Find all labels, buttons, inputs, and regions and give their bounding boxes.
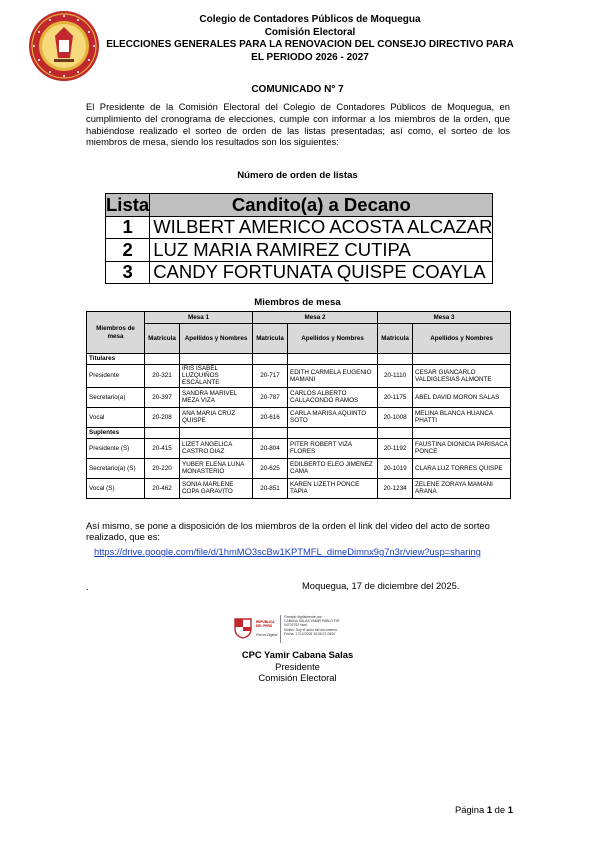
signature-detail: Firmado digitalmente por: [284, 615, 323, 619]
digital-signature-block [233, 615, 373, 645]
signature-detail: Fecha: 17/12/2025 15:55:07-0500 [284, 631, 336, 636]
cargo: Secretario(a) [87, 387, 145, 407]
mesa-1-header: Mesa 1 [145, 312, 253, 324]
peru-shield-icon [233, 617, 253, 639]
comunicado-title: COMUNICADO N° 7 [251, 84, 344, 95]
nombre: SANDRA MARIVEL MEZA VIZA [180, 387, 253, 407]
table-row [87, 478, 511, 498]
nombre: CARLA MARISA AQUINTO SOTO [288, 407, 378, 427]
matricula: 20-321 [145, 365, 180, 388]
nombre: CESAR GIANCARLO VALDIGLESIAS ALMONTE [413, 365, 511, 388]
matricula: 20-415 [145, 438, 180, 458]
col-matricula: Matricula [145, 324, 180, 354]
signature-details [284, 615, 379, 636]
matricula: 20-397 [145, 387, 180, 407]
page-current: 1 [486, 804, 493, 815]
republica-label [256, 621, 275, 628]
table-row [87, 407, 511, 427]
nombre: YUBER ELENA LUNA MONASTERIO [180, 458, 253, 478]
mesa-title: Miembros de mesa [254, 297, 341, 308]
header-line-1: Colegio de Contadores Públicos de Moquegua [199, 14, 421, 25]
video-link[interactable]: https://drive.google.com/file/d/1hmMO3scBw1KPTMFL_dimeDimnx9g7n3r/view?usp=sharing [94, 546, 481, 557]
lista-candidate: LUZ MARIA RAMIREZ CUTIPA [150, 239, 493, 262]
signer-block [0, 649, 595, 684]
lista-number: 2 [106, 239, 150, 262]
nombre: LIZET ANGELICA CASTRO DIAZ [180, 438, 253, 458]
nombre: SONIA MARLENE COPA GARAVITO [180, 478, 253, 498]
matricula: 20-616 [253, 407, 288, 427]
matricula: 20-462 [145, 478, 180, 498]
nombre: CLARA LUZ TORRES QUISPE [413, 458, 511, 478]
firma-digital-label: Firma Digital [256, 633, 278, 637]
matricula: 20-717 [253, 365, 288, 388]
mesa-table [86, 311, 511, 499]
signature-divider [280, 615, 281, 643]
document-header [100, 14, 520, 64]
col-apellidos: Apellidos y Nombres [413, 324, 511, 354]
section-suplentes: Suplentes [87, 427, 145, 438]
signature-detail: Motivo: Soy el autor del documento [284, 627, 338, 632]
republica-line-2: DEL PERÚ [256, 623, 273, 628]
header-line-3: ELECCIONES GENERALES PARA LA RENOVACION DEL CONSEJO DIRECTIVO PARA [106, 39, 514, 50]
nombre: ANA MARIA CRUZ QUISPE [180, 407, 253, 427]
lista-row [106, 261, 493, 284]
cargo: Secretario(a) (S) [87, 458, 145, 478]
table-row [87, 365, 511, 388]
nombre: KAREN LIZETH PONCE TAPIA [288, 478, 378, 498]
signer-org: Comisión Electoral [258, 672, 337, 684]
nombre: ZELENE ZORAYA MAMANI ARANA [413, 478, 511, 498]
mesa-col-miembros: Miembros de mesa [87, 312, 145, 354]
nombre: EDILBERTO ELEO JIMENEZ CAMA [288, 458, 378, 478]
cargo: Vocal [87, 407, 145, 427]
signer-name: CPC Yamir Cabana Salas [241, 649, 354, 660]
matricula: 20-208 [145, 407, 180, 427]
header-line-2: Comisión Electoral [264, 26, 356, 38]
listas-col-candidato: Candito(a) a Decano [150, 194, 493, 217]
mesa-2-header: Mesa 2 [253, 312, 378, 324]
nombre: FAUSTINA DIONICIA PARISACA PONCE [413, 438, 511, 458]
matricula: 20-851 [253, 478, 288, 498]
nombre: EDITH CARMELA EUGENIO MAMANI [288, 365, 378, 388]
cargo: Presidente [87, 365, 145, 388]
matricula: 20-1019 [378, 458, 413, 478]
col-matricula: Matricula [253, 324, 288, 354]
cargo: Vocal (S) [87, 478, 145, 498]
table-row [87, 387, 511, 407]
nombre: MELINA BLANCA HUANCA PHATTI [413, 407, 511, 427]
page-label: Página [455, 804, 485, 815]
lista-number: 1 [106, 216, 150, 239]
matricula: 20-804 [253, 438, 288, 458]
matricula: 20-220 [145, 458, 180, 478]
signature-detail: CABANA SALAS YAMIR PABLO FIR [284, 619, 340, 624]
matricula: 20-1110 [378, 365, 413, 388]
page-number [455, 804, 513, 815]
colegio-seal-logo [28, 10, 100, 82]
cargo: Presidente (S) [87, 438, 145, 458]
lista-candidate: WILBERT AMERICO ACOSTA ALCAZAR [150, 216, 493, 239]
nombre: CARLOS ALBERTO CALLACONDO RAMOS [288, 387, 378, 407]
table-row [87, 438, 511, 458]
matricula: 20-625 [253, 458, 288, 478]
page-total: 1 [507, 804, 513, 815]
lista-row [106, 239, 493, 262]
listas-title: Número de orden de listas [237, 170, 358, 181]
listas-col-lista: Lista [106, 193, 150, 215]
matricula: 20-1175 [378, 387, 413, 407]
col-matricula: Matricula [378, 324, 413, 354]
matricula: 20-1008 [378, 407, 413, 427]
listas-table [105, 193, 493, 284]
page-of: de [494, 804, 506, 815]
lista-candidate: CANDY FORTUNATA QUISPE COAYLA [150, 261, 493, 284]
document-date: Moquegua, 17 de diciembre del 2025. [302, 580, 460, 591]
table-row [87, 458, 511, 478]
intro-paragraph: El Presidente de la Comisión Electoral del Colegio de Contadores Públicos de Moquegua, en cumplimiento del cronograma de elecciones, cumple con informar a los miembros de la orden, que habiéndose realizado el sorteo de orden de las listas presentadas; así como, el sorteo de los miembros de mesa, siendo los resultados son los siguientes: [86, 101, 510, 148]
section-titulares: Titulares [87, 354, 145, 365]
nombre: PITER ROBERT VIZA FLORES [288, 438, 378, 458]
signer-role: Presidente [275, 660, 320, 672]
signature-detail: 04703792 hard [284, 623, 307, 628]
nombre: IRIS ISABEL LUZQUIÑOS ESCALANTE [180, 365, 253, 388]
mesa-3-header: Mesa 3 [378, 312, 511, 324]
video-paragraph: Así mismo, se pone a disposición de los miembros de la orden el link del video del acto de sorteo realizado, que es: [86, 520, 490, 542]
lista-number: 3 [106, 261, 150, 284]
dot-mark: . [86, 582, 89, 592]
col-apellidos: Apellidos y Nombres [288, 324, 378, 354]
republica-line-1: REPÚBLICA [256, 620, 275, 624]
lista-row [106, 216, 493, 239]
matricula: 20-787 [253, 387, 288, 407]
matricula: 20-1192 [378, 438, 413, 458]
col-apellidos: Apellidos y Nombres [180, 324, 253, 354]
header-line-4: EL PERIODO 2026 - 2027 [251, 51, 369, 63]
matricula: 20-1234 [378, 478, 413, 498]
nombre: ABEL DAVID MORON SALAS [413, 387, 511, 407]
